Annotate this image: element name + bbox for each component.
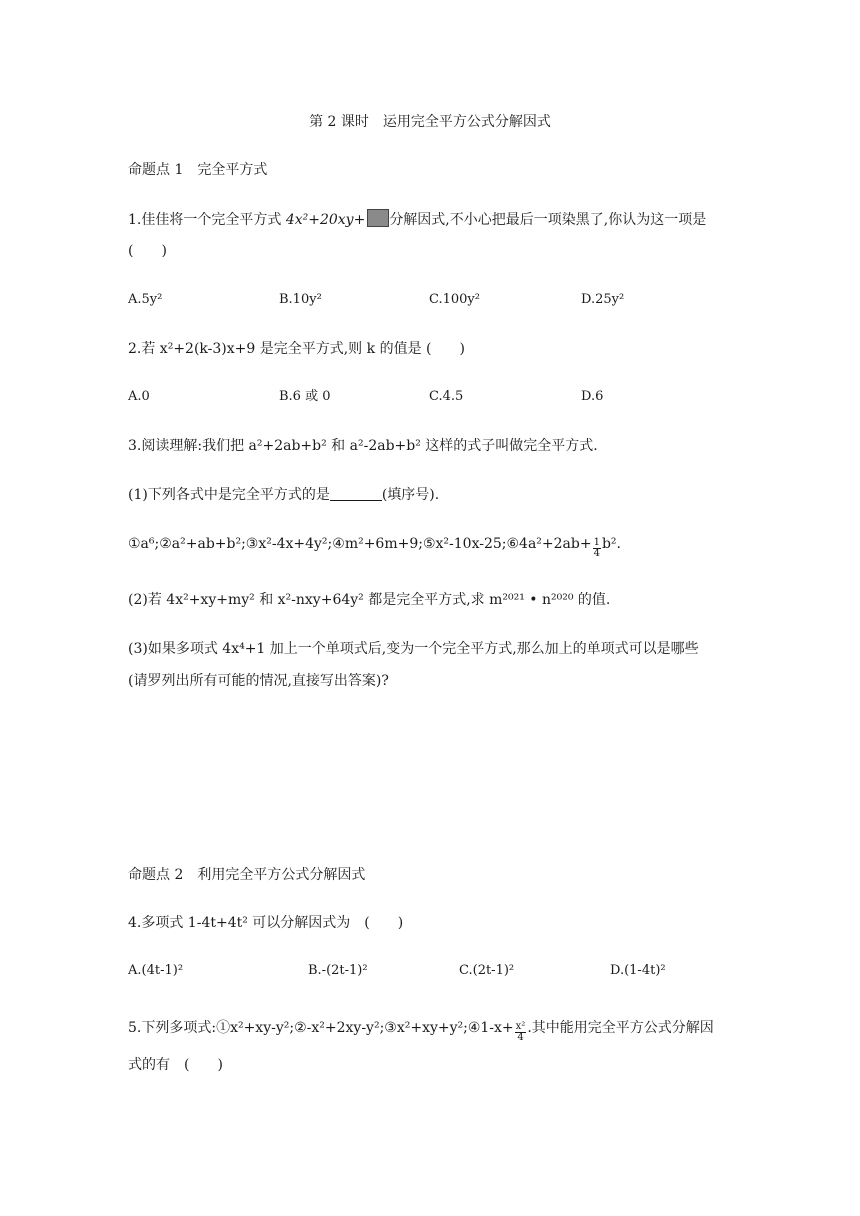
q4-option-c[interactable]: C.(2t-1)² [459, 963, 515, 978]
question-3-part-3-line-1: (3)如果多项式 4x⁴+1 加上一个单项式后,变为一个完全平方式,那么加上的单项式可以是哪些 [128, 641, 699, 657]
q1-option-c[interactable]: C.100y² [429, 292, 480, 307]
question-1-expression: 4x²+20xy+ [285, 212, 366, 228]
q2-option-a[interactable]: A.0 [128, 389, 150, 404]
q4-option-a[interactable]: A.(4t-1)² [128, 963, 184, 978]
fraction-one-quarter [593, 538, 601, 559]
question-1-paren: ( ) [128, 243, 167, 259]
section-heading-1: 命题点 1 完全平方式 [128, 162, 268, 178]
page-title: 第 2 课时 运用完全平方公式分解因式 [309, 114, 551, 130]
q4-option-b[interactable]: B.-(2t-1)² [308, 963, 368, 978]
fraction-denominator: 4 [593, 548, 600, 559]
question-3-intro: 3.阅读理解:我们把 a²+2ab+b² 和 a²-2ab+b² 这样的式子叫做完全平方式. [128, 438, 598, 454]
expression-list-a: ①a⁶;②a²+ab+b²;③x²-4x+4y²;④m²+6m+9;⑤x²-10x-25;⑥4a²+2ab+ [128, 536, 592, 552]
question-3-expression-list [128, 534, 621, 559]
question-2: 2.若 x²+2(k-3)x+9 是完全平方式,则 k 的值是 ( ) [128, 341, 465, 357]
q1-option-d[interactable]: D.25y² [581, 292, 625, 307]
question-3-part-3-line-2: (请罗列出所有可能的情况,直接写出答案)? [128, 673, 389, 689]
question-5-tail: .其中能用完全平方公式分解因 [527, 1020, 714, 1036]
expression-list-b: b². [601, 536, 621, 552]
part-1-tail: (填序号). [381, 487, 440, 503]
question-1 [128, 209, 706, 230]
fraction-numerator: 1 [593, 537, 600, 548]
q2-option-d[interactable]: D.6 [581, 389, 604, 404]
question-5-lead: 5.下列多项式:①x²+xy-y²;②-x²+2xy-y²;③x²+xy+y²;④1-x+ [128, 1020, 514, 1036]
fraction-denominator: 4 [517, 1032, 524, 1043]
fraction-x-squared-over-4 [515, 1022, 527, 1043]
question-3-part-1 [128, 485, 439, 505]
q2-option-b[interactable]: B.6 或 0 [279, 389, 331, 404]
question-5-line-2: 式的有 ( ) [128, 1057, 223, 1073]
question-1-tail: 分解因式,不小心把最后一项染黑了,你认为这一项是 [389, 212, 707, 228]
answer-blank[interactable] [330, 486, 382, 501]
q4-option-d[interactable]: D.(1-4t)² [610, 963, 666, 978]
question-1-lead: 1.佳佳将一个完全平方式 [128, 212, 286, 228]
q1-option-b[interactable]: B.10y² [279, 292, 322, 307]
part-1-lead: (1)下列各式中是完全平方式的是 [128, 487, 330, 503]
section-heading-2: 命题点 2 利用完全平方公式分解因式 [128, 867, 366, 883]
q1-option-a[interactable]: A.5y² [128, 292, 163, 307]
blacked-out-term [367, 209, 389, 227]
fraction-numerator: x² [515, 1021, 526, 1032]
question-4: 4.多项式 1-4t+4t² 可以分解因式为 ( ) [128, 915, 404, 931]
question-5-line-1 [128, 1018, 714, 1043]
q2-option-c[interactable]: C.4.5 [429, 389, 464, 404]
question-3-part-2: (2)若 4x²+xy+my² 和 x²-nxy+64y² 都是完全平方式,求 m²⁰²¹ • n²⁰²⁰ 的值. [128, 592, 611, 608]
